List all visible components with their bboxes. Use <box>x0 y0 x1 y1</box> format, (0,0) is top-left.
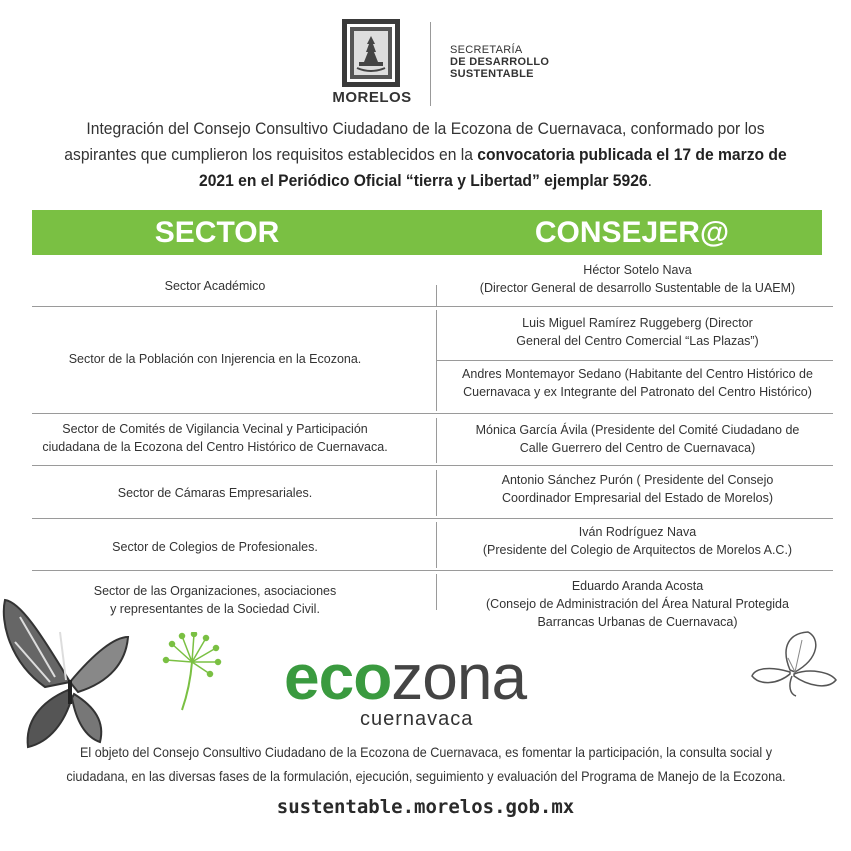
ecozona-logo-subtitle: cuernavaca <box>360 708 474 730</box>
secretaria-label <box>450 44 549 80</box>
row-divider <box>32 465 833 466</box>
column-divider <box>436 285 437 307</box>
column-divider <box>436 418 437 463</box>
dandelion-icon <box>162 632 222 712</box>
intro-paragraph <box>62 116 790 194</box>
morelos-seal-icon <box>341 18 401 88</box>
intro-text-3: . <box>647 171 652 190</box>
morelos-logo <box>326 18 418 110</box>
column-divider <box>436 470 437 516</box>
sector-cell: Sector de la Población con Injerencia en la Ecozona. <box>68 352 362 366</box>
column-divider <box>436 522 437 568</box>
header-divider <box>430 22 431 106</box>
member-cell: Iván Rodríguez Nava (Presidente del Colegio de Arquitectos de Morelos A.C.) <box>482 525 793 557</box>
ecozona-logo <box>284 641 527 713</box>
ecozona-logo-zona: zona <box>391 641 527 713</box>
row-divider <box>32 518 833 519</box>
row-divider <box>32 306 833 307</box>
row-divider <box>32 413 833 414</box>
member-cell: Andres Montemayor Sedano (Habitante del Centro Histórico de Cuernavaca y ex Integrante del Patronato del Centro Histórico) <box>462 367 813 399</box>
member-cell: Mónica García Ávila (Presidente del Comité Ciudadano de Calle Guerrero del Centro de Cuernavaca) <box>475 423 800 455</box>
ecozona-logo-eco: eco <box>284 641 392 713</box>
column-header-consejero: CONSEJER@ <box>534 216 730 249</box>
member-cell: Eduardo Aranda Acosta (Consejo de Administración del Área Natural Protegida Barrancas Urbanas de Cuernavaca) <box>486 579 789 629</box>
butterfly-icon <box>0 592 130 752</box>
column-divider <box>436 574 437 610</box>
footer-description: El objeto del Consejo Consultivo Ciudadano de la Ecozona de Cuernavaca, es fomentar la participación, la consulta social y ciudadana, en las diversas fases de la formulación, ejecución, seguimiento y evaluación del Programa de Manejo de la Ecozona. <box>66 744 786 784</box>
column-divider <box>436 310 437 411</box>
secretaria-line-3: SUSTENTABLE <box>450 68 534 80</box>
column-header-sector: SECTOR <box>154 216 280 249</box>
intro-text-1: Integración del Consejo Consultivo Ciudadano de la Ecozona de Cuernavaca, conformado por los aspirantes que cumplieron los requisitos establecidos en la <box>64 119 765 164</box>
morelos-logo-text: MORELOS <box>332 89 412 106</box>
website-url[interactable]: sustentable.morelos.gob.mx <box>276 796 575 818</box>
member-cell: Antonio Sánchez Purón ( Presidente del Consejo Coordinador Empresarial del Estado de Morelos) <box>501 473 774 505</box>
sector-cell: Sector Académico <box>164 279 266 293</box>
secretaria-line-2: DE DESARROLLO <box>450 56 550 68</box>
member-cell: Luis Miguel Ramírez Ruggeberg (Director General del Centro Comercial “Las Plazas”) <box>516 316 759 348</box>
member-cell: Héctor Sotelo Nava (Director General de desarrollo Sustentable de la UAEM) <box>479 263 796 295</box>
row-divider <box>32 570 833 571</box>
secretaria-line-1: SECRETARÍA <box>450 44 523 56</box>
row-divider <box>436 360 833 361</box>
sector-cell: Sector de Comités de Vigilancia Vecinal y Participación ciudadana de la Ecozona del Centro Histórico de Cuernavaca. <box>42 422 388 454</box>
sector-cell: Sector de las Organizaciones, asociaciones y representantes de la Sociedad Civil. <box>93 584 337 616</box>
sector-cell: Sector de Cámaras Empresariales. <box>117 486 313 500</box>
table-header <box>32 210 822 255</box>
sector-cell: Sector de Colegios de Profesionales. <box>112 540 318 554</box>
butterfly-outline-icon <box>750 628 840 698</box>
intro-text-bold: convocatoria publicada el 17 de marzo de 2021 en el Periódico Oficial “tierra y Libertad” ejemplar 5926 <box>199 145 787 190</box>
